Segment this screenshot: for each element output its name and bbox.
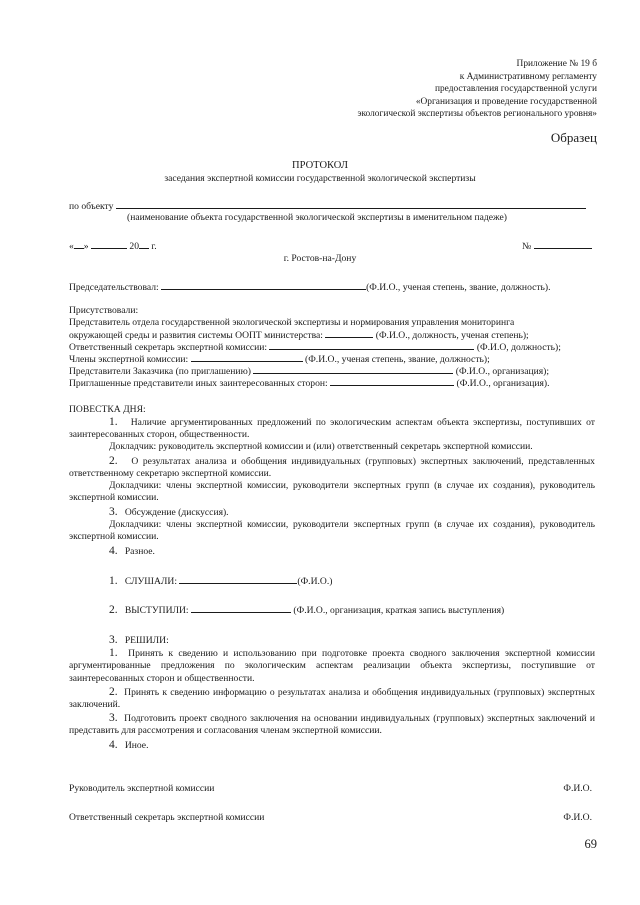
year-blank	[139, 240, 149, 249]
signature-head-fio: Ф.И.О.	[563, 783, 592, 794]
decision-2	[69, 686, 595, 712]
decision-1	[69, 647, 595, 685]
number-label: №	[522, 241, 532, 252]
spoke-row	[109, 604, 504, 617]
attendees-rep-line1: Представитель отдела государственной экологической экспертизы и нормирования управления мониторинга	[69, 317, 515, 328]
agenda-item-1-text: Наличие аргументированных предложений по экологическим аспектам объекта экспертизы, поступивших от заинтересованных сторон, общественности.	[69, 417, 595, 441]
decision-1-text: Принять к сведению и использованию при подготовке проекта сводного заключения экспертной комиссии аргументированные предложения по экологическим аспектам реализации объекта экспертизы, поступившие от заинтересованных сторон и общественности.	[69, 648, 595, 684]
members-blank	[191, 353, 303, 362]
chairman-blank	[161, 281, 366, 290]
agenda-item-3-num: 3.	[109, 506, 118, 518]
appendix-line: предоставления государственной услуги	[434, 84, 597, 95]
decision-1-num: 1.	[109, 647, 118, 659]
page-number: 69	[584, 837, 597, 851]
decision-3-num: 3.	[109, 712, 118, 724]
agenda-item-4	[109, 545, 155, 558]
appendix-header	[357, 58, 597, 121]
heard-blank	[179, 575, 297, 584]
spoke-hint: (Ф.И.О., организация, краткая запись выступления)	[293, 605, 505, 616]
month-blank	[91, 240, 127, 249]
sample-label: Образец	[550, 130, 597, 145]
customer-blank	[253, 365, 453, 374]
agenda-item-1-speaker: Докладчик: руководитель экспертной комиссии и (или) ответственный секретарь экспертной комиссии.	[109, 441, 533, 452]
agenda-item-2-num: 2.	[109, 455, 118, 467]
agenda-item-2-text: О результатах анализа и обобщения индивидуальных (групповых) экспертных заключений, представленных ответственному секретарю экспертной комиссии.	[69, 456, 595, 480]
appendix-line: к Административному регламенту	[459, 71, 597, 82]
rep-label: окружающей среды и развития системы ООПТ министерства:	[69, 330, 323, 341]
rep-hint: (Ф.И.О., должность, ученая степень);	[375, 330, 529, 341]
invited-hint: (Ф.И.О., организация).	[456, 378, 550, 389]
decision-3-text: Подготовить проект сводного заключения на основании индивидуальных (групповых) экспертных заключений и представить для рассмотрения и согласования членам экспертной комиссии.	[69, 713, 595, 737]
members-hint: (Ф.И.О., ученая степень, звание, должность);	[305, 354, 490, 365]
number-blank	[534, 240, 592, 249]
invited-label: Приглашенные представители иных заинтересованных сторон:	[69, 378, 328, 389]
spoke-label: ВЫСТУПИЛИ:	[124, 605, 189, 616]
secretary-blank	[269, 341, 474, 350]
members-label: Члены экспертной комиссии:	[69, 354, 189, 365]
signature-head-label: Руководитель экспертной комиссии	[69, 783, 215, 794]
decided-label: РЕШИЛИ:	[124, 635, 169, 646]
date-quote-open: «	[69, 241, 74, 252]
decision-4-num: 4.	[109, 739, 118, 751]
signature-secretary-label: Ответственный секретарь экспертной комиссии	[69, 812, 265, 823]
agenda-item-4-num: 4.	[109, 545, 118, 557]
attendees-heading: Присутствовали:	[69, 305, 139, 316]
appendix-line: «Организация и проведение государственной	[415, 96, 597, 107]
decision-4-text: Иное.	[124, 740, 149, 751]
agenda-heading: ПОВЕСТКА ДНЯ:	[69, 404, 146, 415]
number-row	[522, 240, 592, 253]
customer-hint: (Ф.И.О., организация);	[455, 366, 550, 377]
day-blank	[74, 240, 84, 249]
chairman-hint: (Ф.И.О., ученая степень, звание, должность).	[366, 282, 551, 293]
decision-2-text: Принять к сведению информацию о результатах анализа и обобщения индивидуальных (групповых) экспертных заключений.	[69, 687, 596, 711]
date-quote-close: »	[83, 241, 89, 252]
document-title: ПРОТОКОЛ	[292, 160, 348, 171]
agenda-item-1	[69, 416, 595, 442]
agenda-item-3	[109, 506, 229, 519]
object-label: по объекту	[69, 201, 114, 212]
document-subtitle: заседания экспертной комиссии государственной экологической экспертизы	[164, 173, 476, 184]
invited-blank	[330, 377, 454, 386]
object-blank	[116, 200, 586, 209]
heard-num: 1.	[109, 575, 118, 587]
agenda-item-2	[69, 455, 595, 481]
secretary-label: Ответственный секретарь экспертной комиссии:	[69, 342, 268, 353]
attendees-invited	[69, 377, 550, 390]
heard-row	[109, 575, 332, 588]
agenda-item-2-speaker: Докладчики: члены экспертной комиссии, руководители экспертных групп (в случае их создания), руководитель экспертной комиссии.	[69, 480, 595, 504]
secretary-hint: (Ф.И.О, должность);	[476, 342, 561, 353]
decided-row	[109, 634, 169, 647]
agenda-item-3-speaker: Докладчики: члены экспертной комиссии, руководители экспертных групп (в случае их создания), руководитель экспертной комиссии.	[69, 519, 595, 543]
customer-label: Представители Заказчика (по приглашению)	[69, 366, 251, 377]
decision-2-num: 2.	[109, 686, 118, 698]
heard-label: СЛУШАЛИ:	[124, 576, 177, 587]
spoke-num: 2.	[109, 604, 118, 616]
agenda-item-4-text: Разное.	[124, 546, 155, 557]
object-hint: (наименование объекта государственной экологической экспертизы в именительном падеже)	[127, 212, 507, 223]
spoke-blank	[191, 604, 291, 613]
agenda-item-3-text: Обсуждение (дискуссия).	[124, 507, 229, 518]
date-row	[69, 240, 157, 253]
year-suffix: г.	[151, 241, 157, 252]
rep-blank	[325, 329, 373, 338]
agenda-item-1-num: 1.	[109, 416, 118, 428]
appendix-line: экологической экспертизы объектов регионального уровня»	[357, 109, 597, 120]
city: г. Ростов-на-Дону	[283, 253, 357, 264]
appendix-line: Приложение № 19 б	[516, 59, 597, 69]
year-prefix: 20	[129, 241, 139, 252]
decision-4	[109, 739, 148, 752]
decided-num: 3.	[109, 634, 118, 646]
chairman-row	[69, 281, 551, 294]
heard-hint: (Ф.И.О.)	[297, 576, 333, 587]
decision-3	[69, 712, 595, 738]
chairman-label: Председательствовал:	[69, 282, 159, 293]
signature-secretary-fio: Ф.И.О.	[563, 812, 592, 823]
